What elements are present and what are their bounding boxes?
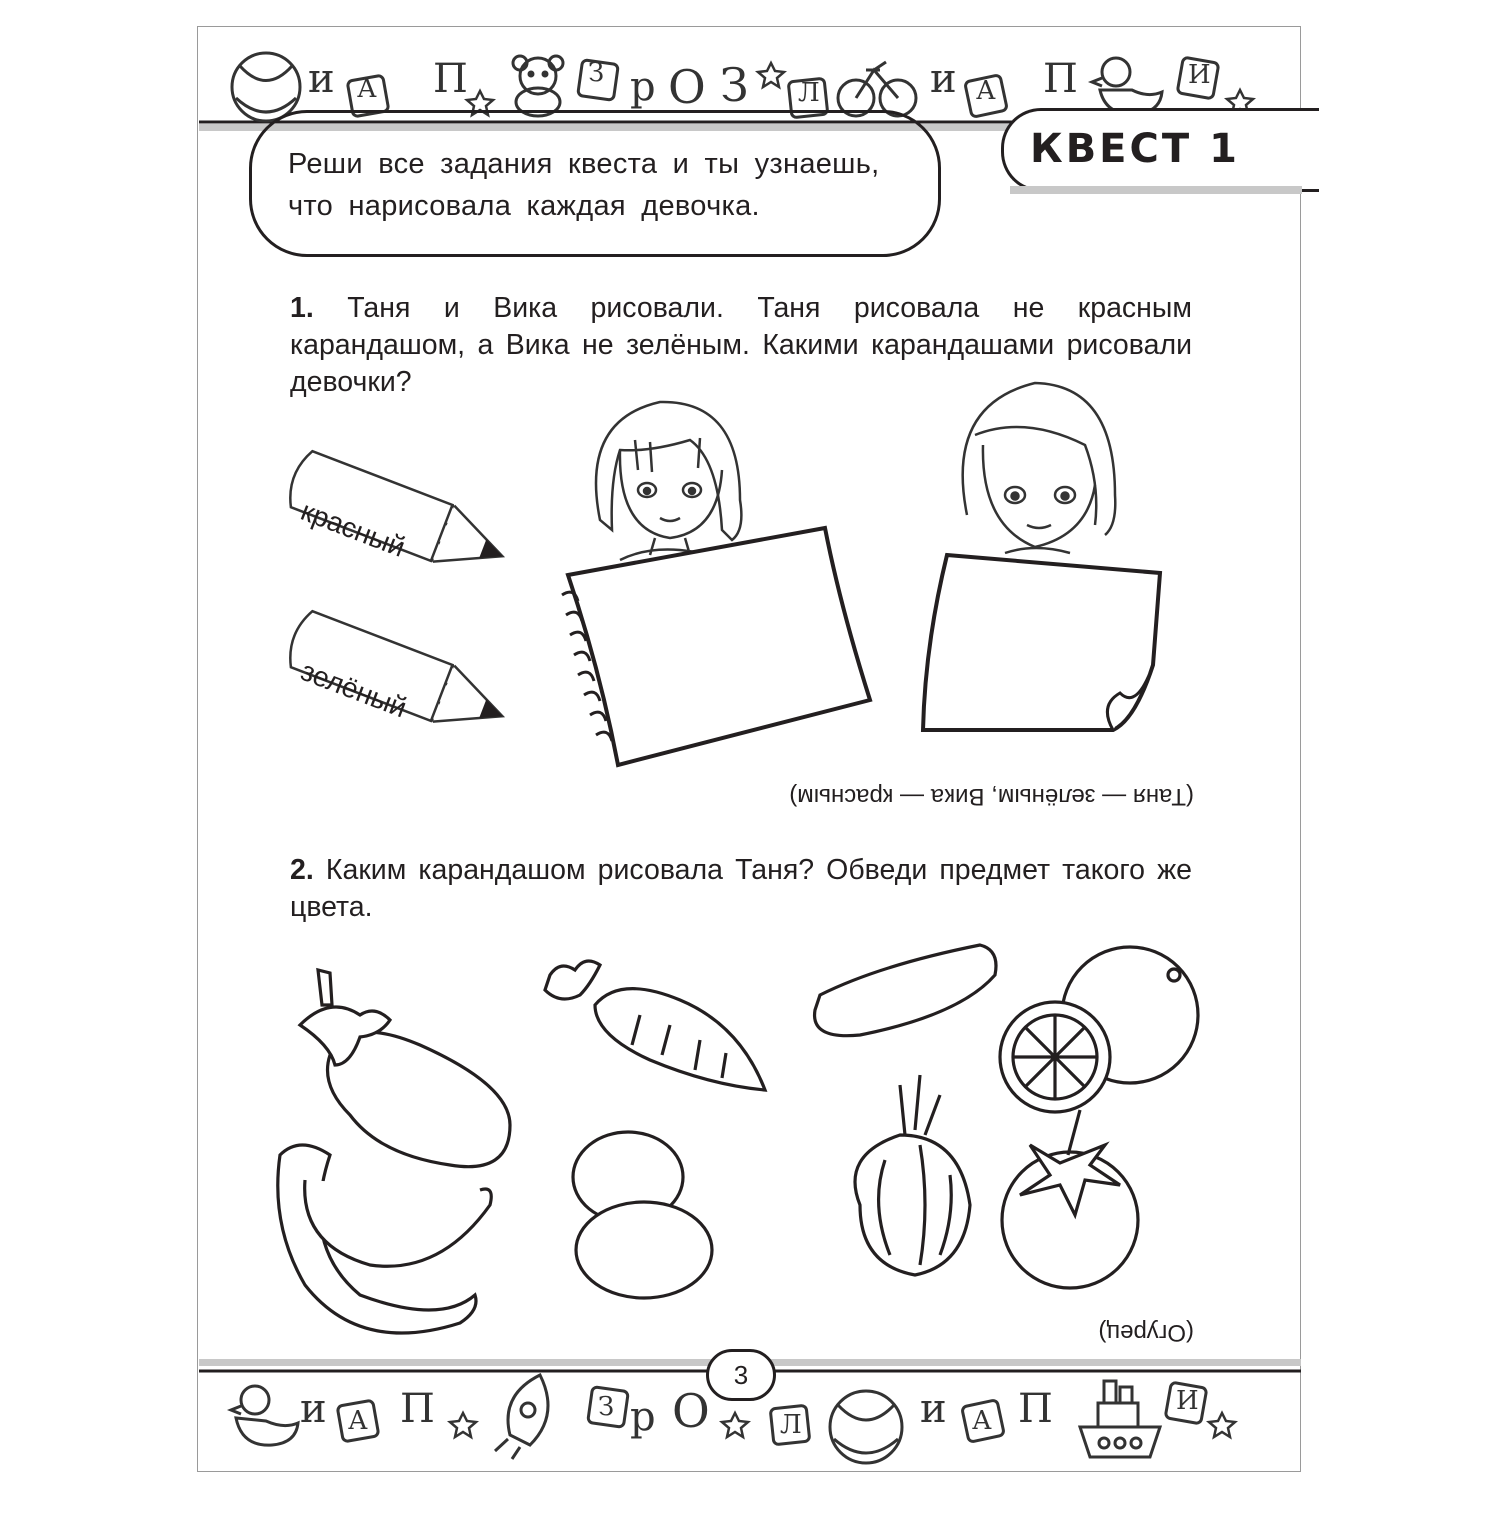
task2-answer: (Огурец)	[1098, 1319, 1194, 1346]
pencil-red-label: красный	[296, 495, 410, 563]
page-number: 3	[706, 1349, 776, 1401]
quest-tab-shadow	[1010, 186, 1330, 206]
bottom-letter: Л	[780, 1410, 802, 1440]
carrot-icon	[545, 961, 765, 1090]
bottom-letter: А	[348, 1406, 368, 1436]
top-letter: О	[668, 60, 706, 114]
top-letter: и	[930, 56, 957, 102]
task1-body: Таня и Вика рисовали. Таня рисовала не красным карандашом, а Вика не зелёным. Какими карандашами рисовали девочки?	[290, 292, 1192, 398]
top-letter: П	[1043, 56, 1078, 102]
onion-icon	[855, 1075, 970, 1275]
top-letter: П	[433, 56, 468, 102]
bottom-letter: р	[630, 1394, 656, 1440]
top-letter: З	[588, 58, 605, 88]
task2-number: 2.	[290, 854, 314, 886]
girl-tanya-illustration	[540, 380, 880, 780]
top-letter: Л	[798, 78, 820, 108]
bottom-letter: П	[400, 1386, 435, 1432]
task2-body: Каким карандашом рисовала Таня? Обведи предмет такого же цвета.	[290, 854, 1192, 923]
bicycle-icon	[838, 62, 916, 116]
banana-icon	[278, 1145, 491, 1333]
bottom-letter: О	[672, 1384, 710, 1438]
star-icon	[450, 1413, 1235, 1437]
top-letter: и	[308, 56, 335, 102]
top-letter: И	[1188, 60, 1211, 90]
top-letter: А	[976, 76, 996, 106]
ball-icon	[830, 1391, 902, 1463]
cucumber-icon	[815, 945, 996, 1036]
top-letter: р	[630, 64, 656, 110]
intro-text: Реши все задания квеста и ты узнаешь, что нарисовала каждая девочка.	[288, 148, 880, 222]
girl-vika-illustration	[915, 375, 1175, 775]
bottom-letter: З	[598, 1392, 615, 1422]
bottom-letter: и	[920, 1386, 947, 1432]
pencil-green-label: зелёный	[296, 655, 411, 724]
produce-illustrations	[260, 945, 1260, 1365]
ship-icon	[1080, 1381, 1160, 1457]
bottom-letter: И	[1176, 1386, 1199, 1416]
duck-icon	[1092, 58, 1162, 114]
task2-text	[290, 852, 1192, 926]
orange-icon	[1000, 947, 1198, 1112]
duck-icon	[231, 1386, 298, 1445]
quest-title: КВЕСТ 1	[1030, 126, 1240, 172]
bottom-letter: и	[300, 1386, 327, 1432]
tomato-icon	[1002, 1110, 1138, 1288]
teddy-bear-icon	[513, 56, 563, 116]
bottom-letter: А	[972, 1406, 992, 1436]
bottom-letter: П	[1018, 1386, 1053, 1432]
top-letter: А	[357, 74, 377, 104]
top-letter: З	[720, 58, 749, 112]
task1-number: 1.	[290, 292, 314, 324]
eggplant-icon	[300, 970, 510, 1167]
task1-answer: (Таня — зелёным, Вика — красным)	[789, 783, 1194, 810]
lemon-icon	[573, 1132, 712, 1298]
ball-icon	[232, 53, 300, 121]
rocket-icon	[495, 1375, 548, 1459]
